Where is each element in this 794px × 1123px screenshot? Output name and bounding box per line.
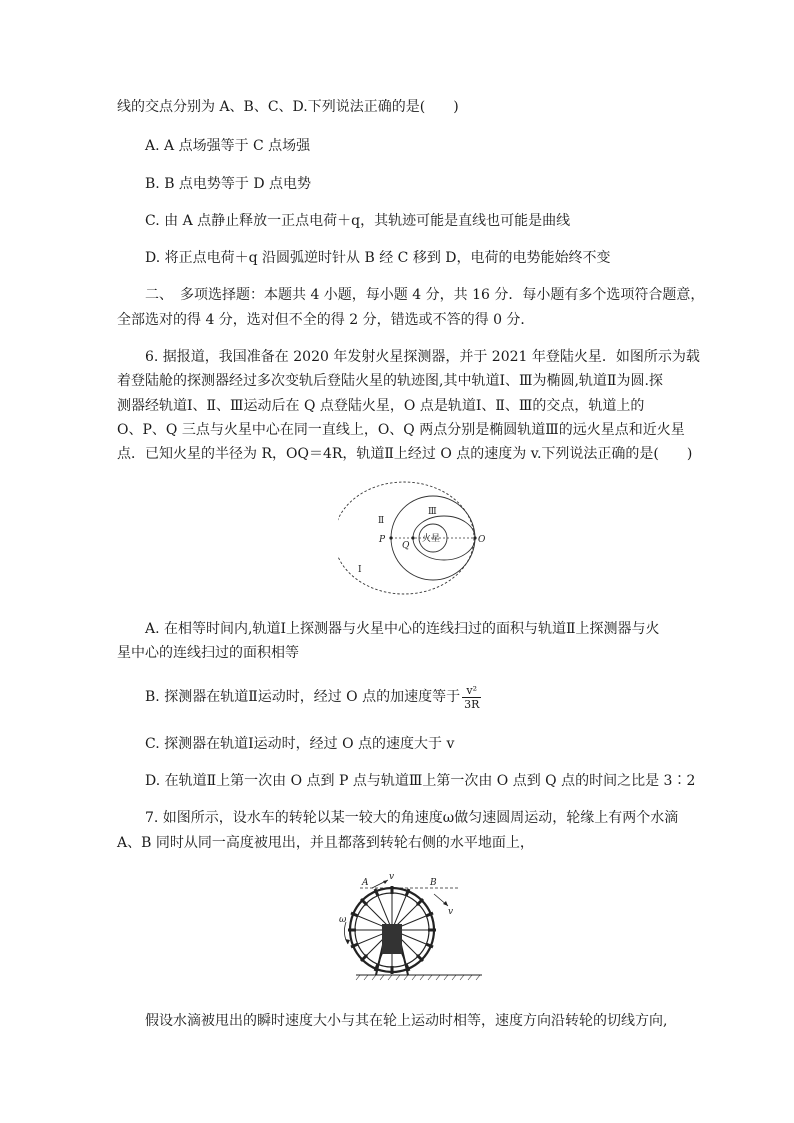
point-q: [411, 536, 414, 539]
section2-line2: 全部选对的得 4 分，选对但不全的得 2 分，错选或不答的得 0 分．: [117, 312, 535, 328]
point-o: [473, 536, 476, 539]
q6-stem-line1: 6. 据报道，我国准备在 2020 年发射火星探测器，并于 2021 年登陆火星．如图所示为载: [145, 349, 700, 365]
q5-option-a: A. A 点场强等于 C 点场强: [145, 138, 311, 154]
label-omega: ω: [339, 915, 347, 925]
q6-option-c: C. 探测器在轨道Ⅰ运动时，经过 O 点的速度大于 v: [145, 736, 455, 752]
orbit-i: [338, 482, 474, 594]
label-orbit-i: Ⅰ: [358, 565, 362, 575]
q7-stem-line2: A、B 同时从同一高度被甩出，并且都落到转轮右侧的水平地面上，: [117, 835, 534, 851]
label-q: Q: [402, 541, 410, 551]
q6-option-b: [145, 680, 481, 714]
label-orbit-iii: Ⅲ: [428, 507, 437, 517]
water-wheel-diagram: [336, 872, 482, 984]
q6-stem-line4: O、P、Q 三点与火星中心在同一直线上，O、Q 两点分别是椭圆轨道Ⅲ的远火星点和近火星: [117, 422, 685, 438]
label-b: B: [430, 878, 437, 888]
label-orbit-ii: Ⅱ: [378, 516, 385, 526]
q6-stem-line5: 点．已知火星的半径为 R，OQ＝4R，轨道Ⅱ上经过 O 点的速度为 v.下列说法正确的是( ): [117, 446, 693, 462]
q6-stem-line2: 着登陆舱的探测器经过多次变轨后登陆火星的轨迹图,其中轨道Ⅰ、Ⅲ为椭圆,轨道Ⅱ为圆.探: [117, 373, 663, 389]
orbit-diagram: [338, 476, 500, 598]
label-o: O: [478, 535, 486, 545]
label-p: P: [379, 535, 386, 545]
q6-option-a-line1: A. 在相等时间内,轨道Ⅰ上探测器与火星中心的连线扫过的面积与轨道Ⅱ上探测器与火: [145, 621, 660, 637]
q7-stem-line1: 7. 如图所示，设水车的转轮以某一较大的角速度ω做匀速圆周运动，轮缘上有两个水滴: [145, 810, 679, 826]
label-v-a: v: [389, 872, 395, 882]
point-p: [389, 536, 392, 539]
fraction-numerator: v²: [462, 684, 481, 698]
q5-option-b: B. B 点电势等于 D 点电势: [145, 176, 312, 192]
wheel-hub: [382, 924, 402, 954]
q6-option-d: D. 在轨道Ⅱ上第一次由 O 点到 P 点与轨道Ⅲ上第一次由 O 点到 Q 点的时间之比是 3∶2: [145, 773, 696, 789]
q5-stem-tail: 线的交点分别为 A、B、C、D.下列说法正确的是( ): [117, 99, 459, 115]
q6-option-b-text: B. 探测器在轨道Ⅱ运动时，经过 O 点的加速度等于: [145, 689, 461, 705]
q6-stem-line3: 测器经轨道Ⅰ、Ⅱ、Ⅲ运动后在 Q 点登陆火星，O 点是轨道Ⅰ、Ⅱ、Ⅲ的交点，轨道上的: [117, 398, 645, 414]
q6-option-b-fraction: [462, 684, 481, 711]
q6-option-a-line2: 星中心的连线扫过的面积相等: [117, 645, 299, 661]
fraction-denominator: 3R: [464, 697, 480, 711]
section2-line1: 二、 多项选择题：本题共 4 小题，每小题 4 分，共 16 分．每小题有多个选项符合题意，: [145, 287, 705, 303]
label-a: A: [362, 878, 369, 888]
velocity-arrowhead-b: [443, 901, 448, 906]
q7-tail: 假设水滴被甩出的瞬时速度大小与其在轮上运动时相等，速度方向沿转轮的切线方向,: [145, 1013, 668, 1029]
label-mars: 火星: [422, 534, 441, 544]
ground-hatch: [356, 975, 480, 980]
q5-option-d: D. 将正点电荷＋q 沿圆弧逆时针从 B 经 C 移到 D，电荷的电势能始终不变: [145, 250, 611, 266]
q5-option-c: C. 由 A 点静止释放一正点电荷＋q，其轨迹可能是直线也可能是曲线: [145, 213, 571, 229]
label-v-b: v: [448, 907, 454, 917]
velocity-arrowhead-a: [383, 880, 388, 884]
